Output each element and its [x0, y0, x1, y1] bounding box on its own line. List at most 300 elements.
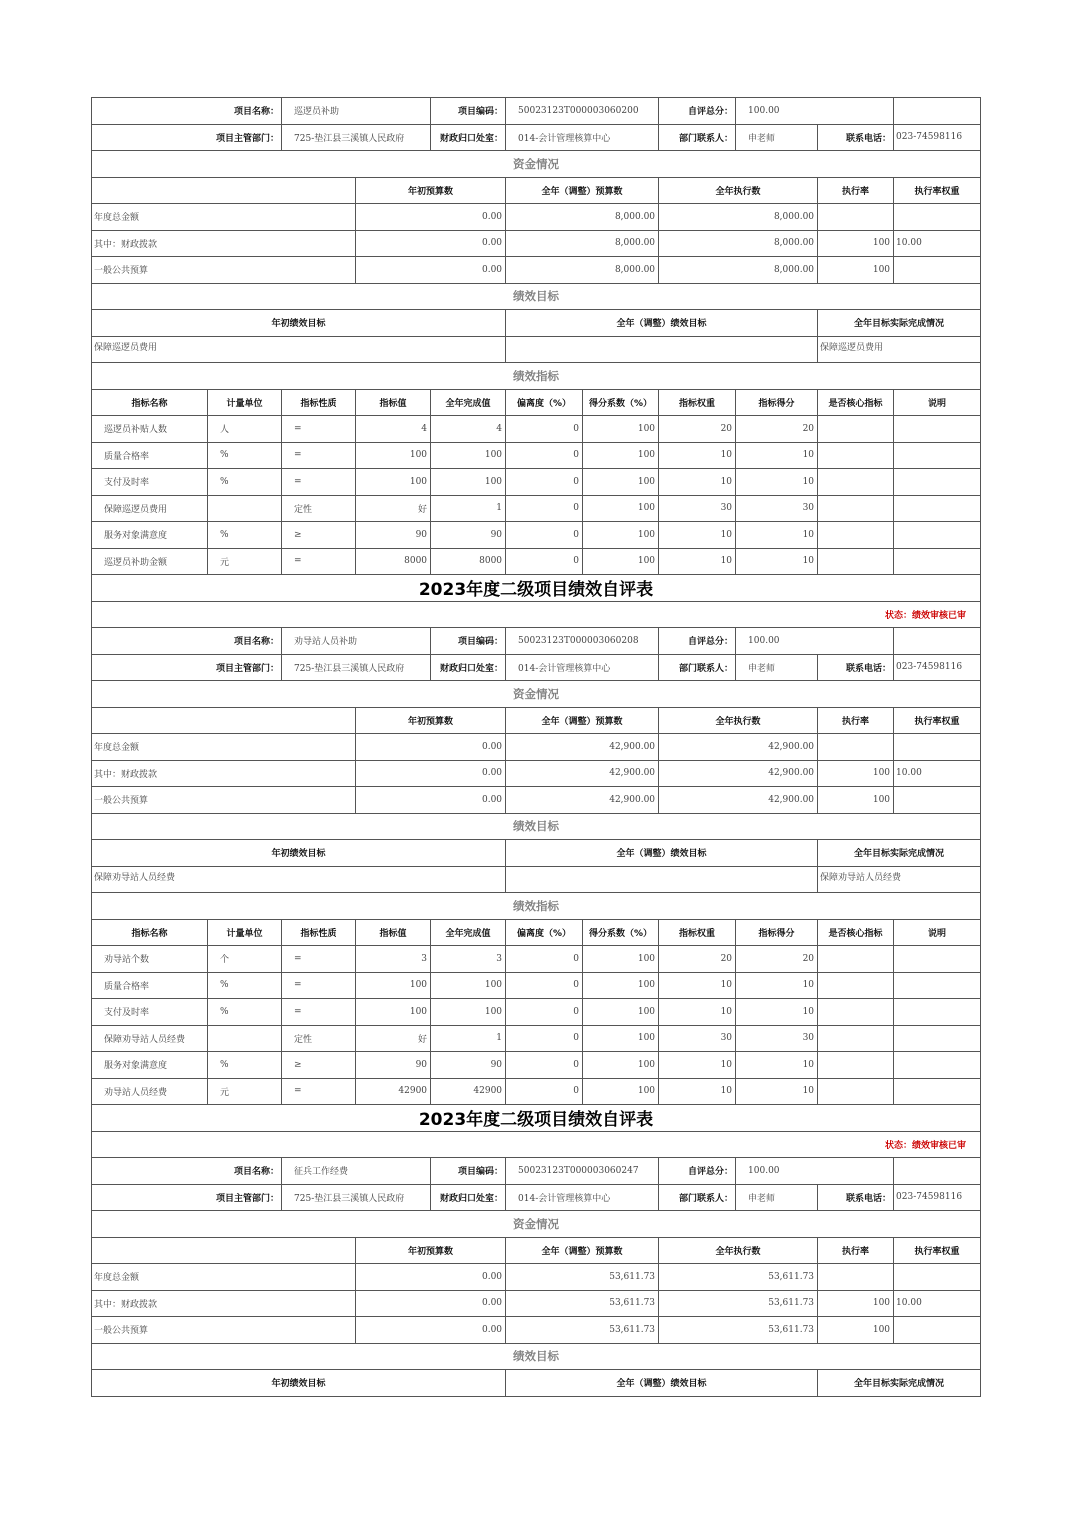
goal-actual: 保障巡逻员费用	[818, 336, 981, 363]
project-info-row	[92, 1158, 981, 1185]
indicator-actual: 100	[431, 972, 506, 999]
indicator-core	[818, 946, 894, 973]
indicator-actual: 100	[431, 442, 506, 469]
indicator-target: 好	[356, 495, 431, 522]
finance-office-label: 财政归口处室：	[431, 654, 506, 681]
indicator-name: 巡逻员补贴人数	[92, 416, 208, 443]
empty-cell	[894, 628, 981, 655]
self-score-label: 自评总分：	[659, 98, 736, 125]
status-row	[92, 601, 981, 628]
indicator-row	[92, 1025, 981, 1052]
funds-header: 全年执行数	[659, 707, 818, 734]
funds-row	[92, 1290, 981, 1317]
indicator-coefficient: 100	[583, 416, 659, 443]
project-code-label: 项目编码：	[431, 628, 506, 655]
indicator-row	[92, 522, 981, 549]
project-name-label: 项目名称：	[92, 1158, 282, 1185]
funds-row-label: 年度总金额	[92, 204, 356, 231]
funds-adjusted: 8,000.00	[506, 230, 659, 257]
indicator-deviation: 0	[506, 522, 583, 549]
indicator-name: 支付及时率	[92, 999, 208, 1026]
indicator-actual: 1	[431, 495, 506, 522]
indicator-unit: 个	[208, 946, 282, 973]
funds-executed: 8,000.00	[659, 230, 818, 257]
indicator-deviation: 0	[506, 1078, 583, 1105]
indicator-coefficient: 100	[583, 972, 659, 999]
indicator-core	[818, 495, 894, 522]
goal-initial: 保障巡逻员费用	[92, 336, 506, 363]
indicator-nature: 定性	[282, 495, 356, 522]
indicator-name: 劝导站人员经费	[92, 1078, 208, 1105]
indicator-row	[92, 1078, 981, 1105]
indicator-note	[894, 946, 981, 973]
dept-value: 725-垫江县三溪镇人民政府	[282, 654, 431, 681]
funds-weight	[894, 257, 981, 284]
indicator-name: 质量合格率	[92, 442, 208, 469]
indicator-core	[818, 1025, 894, 1052]
indicator-deviation: 0	[506, 999, 583, 1026]
indicator-row	[92, 548, 981, 575]
indicator-coefficient: 100	[583, 495, 659, 522]
funds-executed: 42,900.00	[659, 734, 818, 761]
funds-row-label: 其中：财政拨款	[92, 760, 356, 787]
indicator-unit: %	[208, 469, 282, 496]
funds-rate: 100	[818, 230, 894, 257]
indicator-core	[818, 442, 894, 469]
funds-adjusted: 8,000.00	[506, 204, 659, 231]
funds-adjusted: 42,900.00	[506, 760, 659, 787]
indicator-core	[818, 469, 894, 496]
funds-initial: 0.00	[356, 1290, 506, 1317]
funds-initial: 0.00	[356, 257, 506, 284]
indicator-target: 3	[356, 946, 431, 973]
indicator-target: 8000	[356, 548, 431, 575]
funds-executed: 42,900.00	[659, 760, 818, 787]
indicator-score: 10	[736, 999, 818, 1026]
indicator-header: 计量单位	[208, 919, 282, 946]
indicator-unit	[208, 1025, 282, 1052]
indicator-name: 劝导站个数	[92, 946, 208, 973]
funds-section-row	[92, 151, 981, 178]
empty-cell	[92, 177, 356, 204]
goal-header: 年初绩效目标	[92, 840, 506, 867]
funds-initial: 0.00	[356, 734, 506, 761]
indicator-actual: 100	[431, 469, 506, 496]
funds-row	[92, 204, 981, 231]
funds-rate: 100	[818, 1290, 894, 1317]
indicator-deviation: 0	[506, 495, 583, 522]
funds-header: 执行率	[818, 707, 894, 734]
indicator-weight: 10	[659, 1078, 736, 1105]
funds-header: 年初预算数	[356, 707, 506, 734]
indicator-note	[894, 972, 981, 999]
indicator-row	[92, 946, 981, 973]
funds-header-row	[92, 707, 981, 734]
indicator-score: 10	[736, 1078, 818, 1105]
funds-adjusted: 42,900.00	[506, 787, 659, 814]
indicator-core	[818, 1078, 894, 1105]
indicator-note	[894, 1078, 981, 1105]
indicator-row	[92, 442, 981, 469]
indicator-weight: 10	[659, 442, 736, 469]
phone-label: 联系电话：	[818, 1184, 894, 1211]
indicator-note	[894, 1052, 981, 1079]
indicator-target: 90	[356, 522, 431, 549]
status-text: 状态：绩效审核已审	[92, 601, 981, 628]
funds-row	[92, 1264, 981, 1291]
funds-section-row	[92, 1211, 981, 1238]
funds-weight: 10.00	[894, 1290, 981, 1317]
indicator-core	[818, 972, 894, 999]
goals-section-row	[92, 1343, 981, 1370]
indicator-nature: =	[282, 548, 356, 575]
indicator-nature: =	[282, 416, 356, 443]
indicator-header: 指标权重	[659, 919, 736, 946]
funds-rate: 100	[818, 1317, 894, 1344]
indicator-actual: 90	[431, 522, 506, 549]
funds-row	[92, 760, 981, 787]
indicators-header-row	[92, 919, 981, 946]
indicator-nature: =	[282, 946, 356, 973]
form-title-row	[92, 575, 981, 602]
form-title: 2023年度二级项目绩效自评表	[92, 575, 981, 602]
funds-row-label: 其中：财政拨款	[92, 230, 356, 257]
goals-section-row	[92, 813, 981, 840]
empty-cell	[92, 707, 356, 734]
goal-header: 年初绩效目标	[92, 1370, 506, 1397]
dept-label: 项目主管部门：	[92, 1184, 282, 1211]
indicator-actual: 42900	[431, 1078, 506, 1105]
indicator-name: 质量合格率	[92, 972, 208, 999]
indicator-weight: 10	[659, 999, 736, 1026]
indicator-target: 好	[356, 1025, 431, 1052]
goals-content-row	[92, 336, 981, 363]
indicator-score: 30	[736, 1025, 818, 1052]
indicator-score: 10	[736, 469, 818, 496]
goal-initial: 保障劝导站人员经费	[92, 866, 506, 893]
dept-info-row	[92, 1184, 981, 1211]
funds-initial: 0.00	[356, 1264, 506, 1291]
project-name-value: 征兵工作经费	[282, 1158, 431, 1185]
indicator-coefficient: 100	[583, 522, 659, 549]
evaluation-table	[91, 97, 981, 1397]
phone-value: 023-74598116	[894, 654, 981, 681]
indicator-coefficient: 100	[583, 469, 659, 496]
funds-weight	[894, 1264, 981, 1291]
indicator-note	[894, 999, 981, 1026]
indicator-row	[92, 972, 981, 999]
funds-adjusted: 53,611.73	[506, 1264, 659, 1291]
funds-executed: 53,611.73	[659, 1317, 818, 1344]
indicator-deviation: 0	[506, 1025, 583, 1052]
dept-info-row	[92, 124, 981, 151]
contact-value: 申老师	[736, 654, 818, 681]
indicator-header: 指标名称	[92, 919, 208, 946]
indicator-nature: =	[282, 1078, 356, 1105]
indicator-actual: 3	[431, 946, 506, 973]
empty-cell	[92, 1237, 356, 1264]
funds-row-label: 一般公共预算	[92, 257, 356, 284]
goal-header: 全年（调整）绩效目标	[506, 1370, 818, 1397]
dept-label: 项目主管部门：	[92, 124, 282, 151]
status-row	[92, 1131, 981, 1158]
funds-rate	[818, 204, 894, 231]
funds-rate	[818, 734, 894, 761]
funds-header: 全年（调整）预算数	[506, 1237, 659, 1264]
indicator-core	[818, 522, 894, 549]
indicator-weight: 30	[659, 1025, 736, 1052]
indicator-note	[894, 416, 981, 443]
indicator-target: 42900	[356, 1078, 431, 1105]
indicator-nature: ≥	[282, 1052, 356, 1079]
goals-section-title: 绩效目标	[92, 1343, 981, 1370]
indicator-note	[894, 548, 981, 575]
funds-rate: 100	[818, 760, 894, 787]
contact-value: 申老师	[736, 1184, 818, 1211]
indicator-score: 10	[736, 522, 818, 549]
project-name-label: 项目名称：	[92, 98, 282, 125]
project-name-value: 劝导站人员补助	[282, 628, 431, 655]
funds-rate: 100	[818, 787, 894, 814]
goal-header: 年初绩效目标	[92, 310, 506, 337]
phone-value: 023-74598116	[894, 1184, 981, 1211]
goal-header: 全年（调整）绩效目标	[506, 840, 818, 867]
funds-header: 执行率权重	[894, 707, 981, 734]
funds-row-label: 一般公共预算	[92, 1317, 356, 1344]
funds-weight: 10.00	[894, 230, 981, 257]
indicator-deviation: 0	[506, 548, 583, 575]
indicator-weight: 10	[659, 1052, 736, 1079]
indicators-section-title: 绩效指标	[92, 363, 981, 390]
indicator-header: 指标性质	[282, 389, 356, 416]
funds-header: 执行率	[818, 1237, 894, 1264]
indicator-unit: %	[208, 999, 282, 1026]
indicator-header: 计量单位	[208, 389, 282, 416]
funds-header: 全年（调整）预算数	[506, 707, 659, 734]
indicator-nature: =	[282, 972, 356, 999]
funds-header-row	[92, 177, 981, 204]
indicator-header: 指标名称	[92, 389, 208, 416]
self-score-value: 100.00	[736, 1158, 894, 1185]
indicator-weight: 10	[659, 972, 736, 999]
indicator-weight: 20	[659, 946, 736, 973]
indicator-header: 偏离度（%）	[506, 389, 583, 416]
funds-section-title: 资金情况	[92, 681, 981, 708]
funds-row-label: 年度总金额	[92, 1264, 356, 1291]
project-info-row	[92, 628, 981, 655]
indicator-row	[92, 416, 981, 443]
indicator-score: 10	[736, 548, 818, 575]
funds-weight	[894, 734, 981, 761]
goal-header: 全年目标实际完成情况	[818, 840, 981, 867]
indicator-deviation: 0	[506, 972, 583, 999]
indicator-weight: 10	[659, 469, 736, 496]
goals-header-row	[92, 310, 981, 337]
funds-row	[92, 787, 981, 814]
indicator-nature: =	[282, 999, 356, 1026]
contact-label: 部门联系人：	[659, 1184, 736, 1211]
indicator-deviation: 0	[506, 416, 583, 443]
indicators-section-row	[92, 893, 981, 920]
indicator-header: 指标值	[356, 919, 431, 946]
indicator-header: 指标权重	[659, 389, 736, 416]
indicator-coefficient: 100	[583, 548, 659, 575]
funds-header: 年初预算数	[356, 177, 506, 204]
project-name-label: 项目名称：	[92, 628, 282, 655]
indicator-target: 100	[356, 442, 431, 469]
indicator-header: 说明	[894, 919, 981, 946]
indicator-name: 支付及时率	[92, 469, 208, 496]
indicator-note	[894, 1025, 981, 1052]
dept-value: 725-垫江县三溪镇人民政府	[282, 124, 431, 151]
goal-adjusted	[506, 866, 818, 893]
indicator-unit: 元	[208, 1078, 282, 1105]
funds-header: 全年（调整）预算数	[506, 177, 659, 204]
indicator-actual: 100	[431, 999, 506, 1026]
indicator-score: 10	[736, 1052, 818, 1079]
indicator-note	[894, 442, 981, 469]
goal-adjusted	[506, 336, 818, 363]
funds-executed: 42,900.00	[659, 787, 818, 814]
indicator-coefficient: 100	[583, 946, 659, 973]
funds-initial: 0.00	[356, 787, 506, 814]
indicator-unit: %	[208, 442, 282, 469]
funds-weight: 10.00	[894, 760, 981, 787]
indicator-deviation: 0	[506, 1052, 583, 1079]
indicator-nature: =	[282, 442, 356, 469]
funds-weight	[894, 787, 981, 814]
status-text: 状态：绩效审核已审	[92, 1131, 981, 1158]
funds-adjusted: 8,000.00	[506, 257, 659, 284]
phone-label: 联系电话：	[818, 654, 894, 681]
project-code-label: 项目编码：	[431, 1158, 506, 1185]
funds-executed: 8,000.00	[659, 204, 818, 231]
indicator-core	[818, 416, 894, 443]
self-score-label: 自评总分：	[659, 1158, 736, 1185]
funds-row-label: 一般公共预算	[92, 787, 356, 814]
indicator-coefficient: 100	[583, 1078, 659, 1105]
funds-initial: 0.00	[356, 204, 506, 231]
indicator-weight: 20	[659, 416, 736, 443]
empty-cell	[894, 1158, 981, 1185]
goal-header: 全年目标实际完成情况	[818, 1370, 981, 1397]
goals-content-row	[92, 866, 981, 893]
indicator-unit: 元	[208, 548, 282, 575]
indicator-unit	[208, 495, 282, 522]
indicator-header: 指标性质	[282, 919, 356, 946]
indicator-header: 说明	[894, 389, 981, 416]
funds-adjusted: 53,611.73	[506, 1317, 659, 1344]
contact-value: 申老师	[736, 124, 818, 151]
indicator-nature: 定性	[282, 1025, 356, 1052]
indicator-header: 全年完成值	[431, 389, 506, 416]
goal-header: 全年（调整）绩效目标	[506, 310, 818, 337]
indicator-note	[894, 495, 981, 522]
project-code-value: 50023123T000003060208	[506, 628, 659, 655]
funds-row	[92, 734, 981, 761]
goals-header-row	[92, 1370, 981, 1397]
self-score-value: 100.00	[736, 628, 894, 655]
indicator-target: 4	[356, 416, 431, 443]
goal-header: 全年目标实际完成情况	[818, 310, 981, 337]
indicator-coefficient: 100	[583, 442, 659, 469]
dept-value: 725-垫江县三溪镇人民政府	[282, 1184, 431, 1211]
indicator-deviation: 0	[506, 946, 583, 973]
indicator-row	[92, 469, 981, 496]
indicator-header: 指标得分	[736, 389, 818, 416]
funds-adjusted: 53,611.73	[506, 1290, 659, 1317]
goals-section-title: 绩效目标	[92, 813, 981, 840]
indicator-header: 全年完成值	[431, 919, 506, 946]
indicator-weight: 10	[659, 548, 736, 575]
indicator-deviation: 0	[506, 442, 583, 469]
indicator-weight: 10	[659, 522, 736, 549]
indicator-score: 20	[736, 416, 818, 443]
self-score-label: 自评总分：	[659, 628, 736, 655]
indicator-header: 得分系数（%）	[583, 389, 659, 416]
indicator-header: 是否核心指标	[818, 389, 894, 416]
indicator-score: 10	[736, 442, 818, 469]
funds-rate: 100	[818, 257, 894, 284]
indicator-header: 指标值	[356, 389, 431, 416]
indicator-name: 服务对象满意度	[92, 522, 208, 549]
indicator-name: 巡逻员补助金额	[92, 548, 208, 575]
indicator-weight: 30	[659, 495, 736, 522]
goal-actual: 保障劝导站人员经费	[818, 866, 981, 893]
indicator-score: 30	[736, 495, 818, 522]
funds-initial: 0.00	[356, 760, 506, 787]
funds-executed: 53,611.73	[659, 1290, 818, 1317]
indicator-row	[92, 999, 981, 1026]
indicator-row	[92, 1052, 981, 1079]
indicator-deviation: 0	[506, 469, 583, 496]
funds-initial: 0.00	[356, 230, 506, 257]
phone-label: 联系电话：	[818, 124, 894, 151]
indicator-unit: %	[208, 522, 282, 549]
indicators-section-title: 绩效指标	[92, 893, 981, 920]
indicator-target: 90	[356, 1052, 431, 1079]
indicator-header: 指标得分	[736, 919, 818, 946]
indicator-coefficient: 100	[583, 1025, 659, 1052]
indicator-header: 偏离度（%）	[506, 919, 583, 946]
project-info-row	[92, 98, 981, 125]
funds-section-title: 资金情况	[92, 1211, 981, 1238]
funds-weight	[894, 204, 981, 231]
funds-rate	[818, 1264, 894, 1291]
contact-label: 部门联系人：	[659, 654, 736, 681]
goals-header-row	[92, 840, 981, 867]
indicator-name: 保障巡逻员费用	[92, 495, 208, 522]
indicator-name: 服务对象满意度	[92, 1052, 208, 1079]
indicator-unit: %	[208, 1052, 282, 1079]
funds-header: 执行率权重	[894, 177, 981, 204]
project-name-value: 巡逻员补助	[282, 98, 431, 125]
indicator-header: 得分系数（%）	[583, 919, 659, 946]
phone-value: 023-74598116	[894, 124, 981, 151]
indicator-unit: 人	[208, 416, 282, 443]
indicator-actual: 4	[431, 416, 506, 443]
project-code-label: 项目编码：	[431, 98, 506, 125]
indicator-nature: =	[282, 469, 356, 496]
indicator-coefficient: 100	[583, 999, 659, 1026]
dept-info-row	[92, 654, 981, 681]
indicator-target: 100	[356, 972, 431, 999]
project-code-value: 50023123T000003060200	[506, 98, 659, 125]
goals-section-row	[92, 283, 981, 310]
indicator-unit: %	[208, 972, 282, 999]
funds-section-row	[92, 681, 981, 708]
finance-office-value: 014-会计管理核算中心	[506, 124, 659, 151]
